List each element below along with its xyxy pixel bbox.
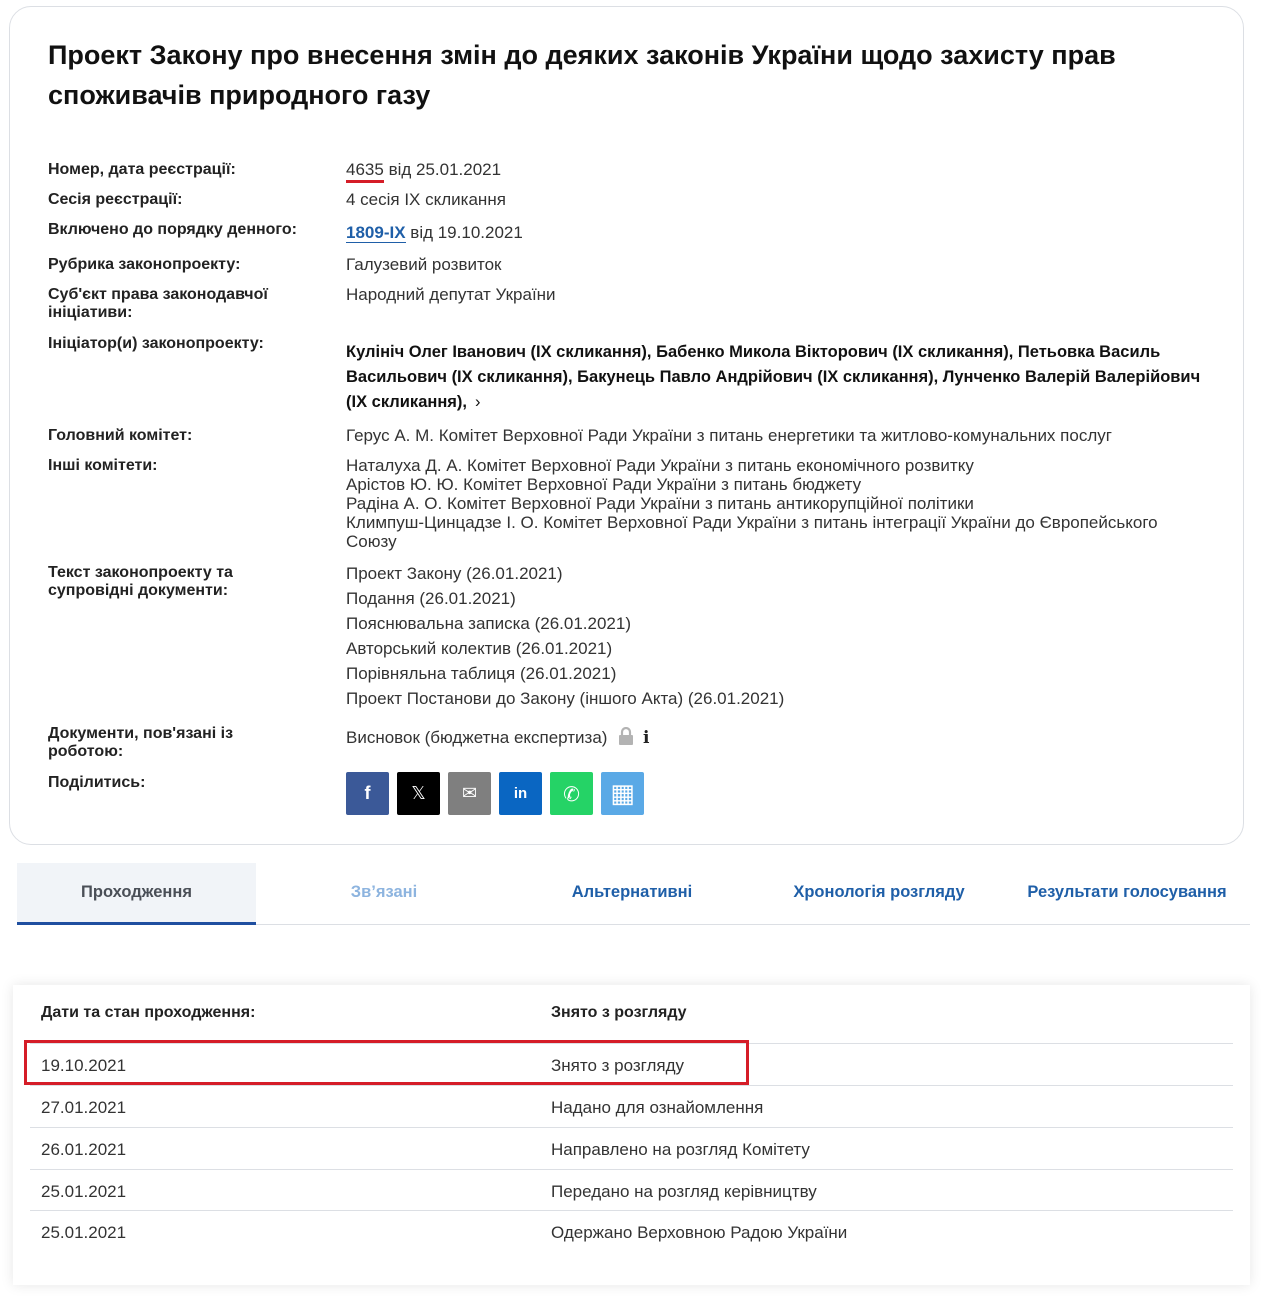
row-status: Передано на розгляд керівництву bbox=[551, 1182, 817, 1201]
field-label: Ініціатор(и) законопроекту: bbox=[48, 335, 264, 352]
tab-bar bbox=[17, 863, 1250, 925]
field-label: Включено до порядку денного: bbox=[48, 221, 297, 238]
tab-chronology[interactable]: Хронологія розгляду bbox=[793, 883, 965, 901]
doc-link[interactable]: Проект Постанови до Закону (іншого Акта) (26.01.2021) bbox=[346, 689, 785, 708]
field-label: Рубрика законопроекту: bbox=[48, 256, 241, 273]
bill-card bbox=[9, 6, 1244, 845]
field-label: Номер, дата реєстрації: bbox=[48, 161, 236, 178]
field-value bbox=[346, 561, 1206, 711]
passage-table bbox=[13, 985, 1250, 1285]
share-buttons bbox=[346, 772, 656, 815]
field-label: Головний комітет: bbox=[48, 427, 193, 444]
table-row bbox=[30, 1169, 1233, 1211]
doc-link[interactable]: Проект Закону (26.01.2021) bbox=[346, 564, 563, 583]
row-status: Направлено на розгляд Комітету bbox=[551, 1140, 810, 1159]
field-value: Галузевий розвиток bbox=[346, 255, 502, 274]
facebook-icon: f bbox=[364, 783, 371, 803]
initiators-list: Кулініч Олег Іванович (IX скликання), Бабенко Микола Вікторович (IX скликання), Петьовка Василь Васильович (IX скликання), Бакунець Павло Андрійович (IX скликання), Лунченко Валерій Валерійович (IX скликання), bbox=[346, 343, 1201, 411]
committee-item: Арістов Ю. Ю. Комітет Верховної Ради України з питань бюджету bbox=[346, 475, 862, 494]
committee-item: Климпуш-Цинцадзе І. О. Комітет Верховної Ради України з питань інтеграції України до Європейського Союзу bbox=[346, 513, 1158, 551]
row-status: Знято з розгляду bbox=[551, 1056, 685, 1075]
highlight-box bbox=[24, 1040, 749, 1085]
table-row bbox=[30, 1127, 1233, 1169]
row-status: Одержано Верховною Радою України bbox=[551, 1223, 848, 1242]
field-value: Герус А. М. Комітет Верховної Ради України з питань енергетики та житлово-комунальних послуг bbox=[346, 426, 1112, 445]
passage-header-status: Знято з розгляду bbox=[551, 1004, 687, 1021]
field-label: Інші комітети: bbox=[48, 457, 158, 474]
qr-icon: ▦ bbox=[610, 778, 635, 809]
row-date: 27.01.2021 bbox=[41, 1098, 127, 1117]
field-label: Документи, пов'язані із роботою: bbox=[48, 725, 234, 760]
tab-passage[interactable]: Проходження bbox=[17, 863, 256, 925]
passage-header-label: Дати та стан проходження: bbox=[41, 1004, 256, 1021]
page-title: Проект Закону про внесення змін до деяких законів України щодо захисту прав споживачів природного газу bbox=[48, 40, 1116, 110]
agenda-date: від 19.10.2021 bbox=[410, 223, 523, 242]
email-icon: ✉ bbox=[461, 783, 478, 804]
doc-link[interactable]: Порівняльна таблиця (26.01.2021) bbox=[346, 664, 617, 683]
linkedin-icon: in bbox=[513, 785, 528, 802]
field-value bbox=[346, 727, 1206, 749]
field-label: Сесія реєстрації: bbox=[48, 191, 183, 208]
whatsapp-icon: ✆ bbox=[563, 781, 580, 806]
doc-link[interactable]: Подання (26.01.2021) bbox=[346, 589, 516, 608]
field-value: Народний депутат України bbox=[346, 285, 556, 304]
field-label: Поділитись: bbox=[48, 774, 146, 791]
share-email-button[interactable] bbox=[448, 772, 491, 815]
tab-voting-results[interactable]: Результати голосування bbox=[1027, 883, 1227, 901]
share-whatsapp-button[interactable] bbox=[550, 772, 593, 815]
field-label: Суб'єкт права законодавчої ініціативи: bbox=[48, 286, 268, 321]
committee-item: Радіна А. О. Комітет Верховної Ради України з питань антикорупційної політики bbox=[346, 494, 974, 513]
row-date: 25.01.2021 bbox=[41, 1182, 127, 1201]
share-x-button[interactable] bbox=[397, 772, 440, 815]
x-icon: 𝕏 bbox=[411, 783, 426, 804]
share-qr-button[interactable] bbox=[601, 772, 644, 815]
row-date: 25.01.2021 bbox=[41, 1223, 127, 1242]
field-value: 4 сесія IX скликання bbox=[346, 190, 506, 209]
field-label: Текст законопроекту та супровідні документи: bbox=[48, 564, 233, 599]
table-row bbox=[30, 1210, 1233, 1252]
field-value bbox=[346, 456, 1206, 551]
chevron-right-icon[interactable]: › bbox=[475, 393, 481, 411]
row-date: 19.10.2021 bbox=[41, 1056, 127, 1075]
committee-item: Наталуха Д. А. Комітет Верховної Ради України з питань економічного розвитку bbox=[346, 456, 974, 475]
row-status: Надано для ознайомлення bbox=[551, 1098, 764, 1117]
row-date: 26.01.2021 bbox=[41, 1140, 127, 1159]
doc-link[interactable]: Пояснювальна записка (26.01.2021) bbox=[346, 614, 631, 633]
field-value bbox=[346, 223, 1206, 242]
agenda-link[interactable]: 1809-IX bbox=[346, 223, 406, 242]
tab-alternative[interactable]: Альтернативні bbox=[571, 883, 693, 901]
share-facebook-button[interactable] bbox=[346, 772, 389, 815]
registration-date: від 25.01.2021 bbox=[388, 160, 502, 179]
info-icon[interactable]: i bbox=[642, 728, 650, 748]
lock-icon bbox=[618, 727, 634, 749]
field-value bbox=[346, 160, 1206, 179]
field-value bbox=[346, 340, 1206, 415]
table-row bbox=[30, 1085, 1233, 1127]
registration-number: 4635 bbox=[346, 160, 384, 183]
work-doc-link[interactable]: Висновок (бюджетна експертиза) bbox=[346, 728, 608, 747]
doc-link[interactable]: Авторський колектив (26.01.2021) bbox=[346, 639, 613, 658]
tab-related[interactable]: Зв’язані bbox=[350, 883, 418, 901]
share-linkedin-button[interactable] bbox=[499, 772, 542, 815]
